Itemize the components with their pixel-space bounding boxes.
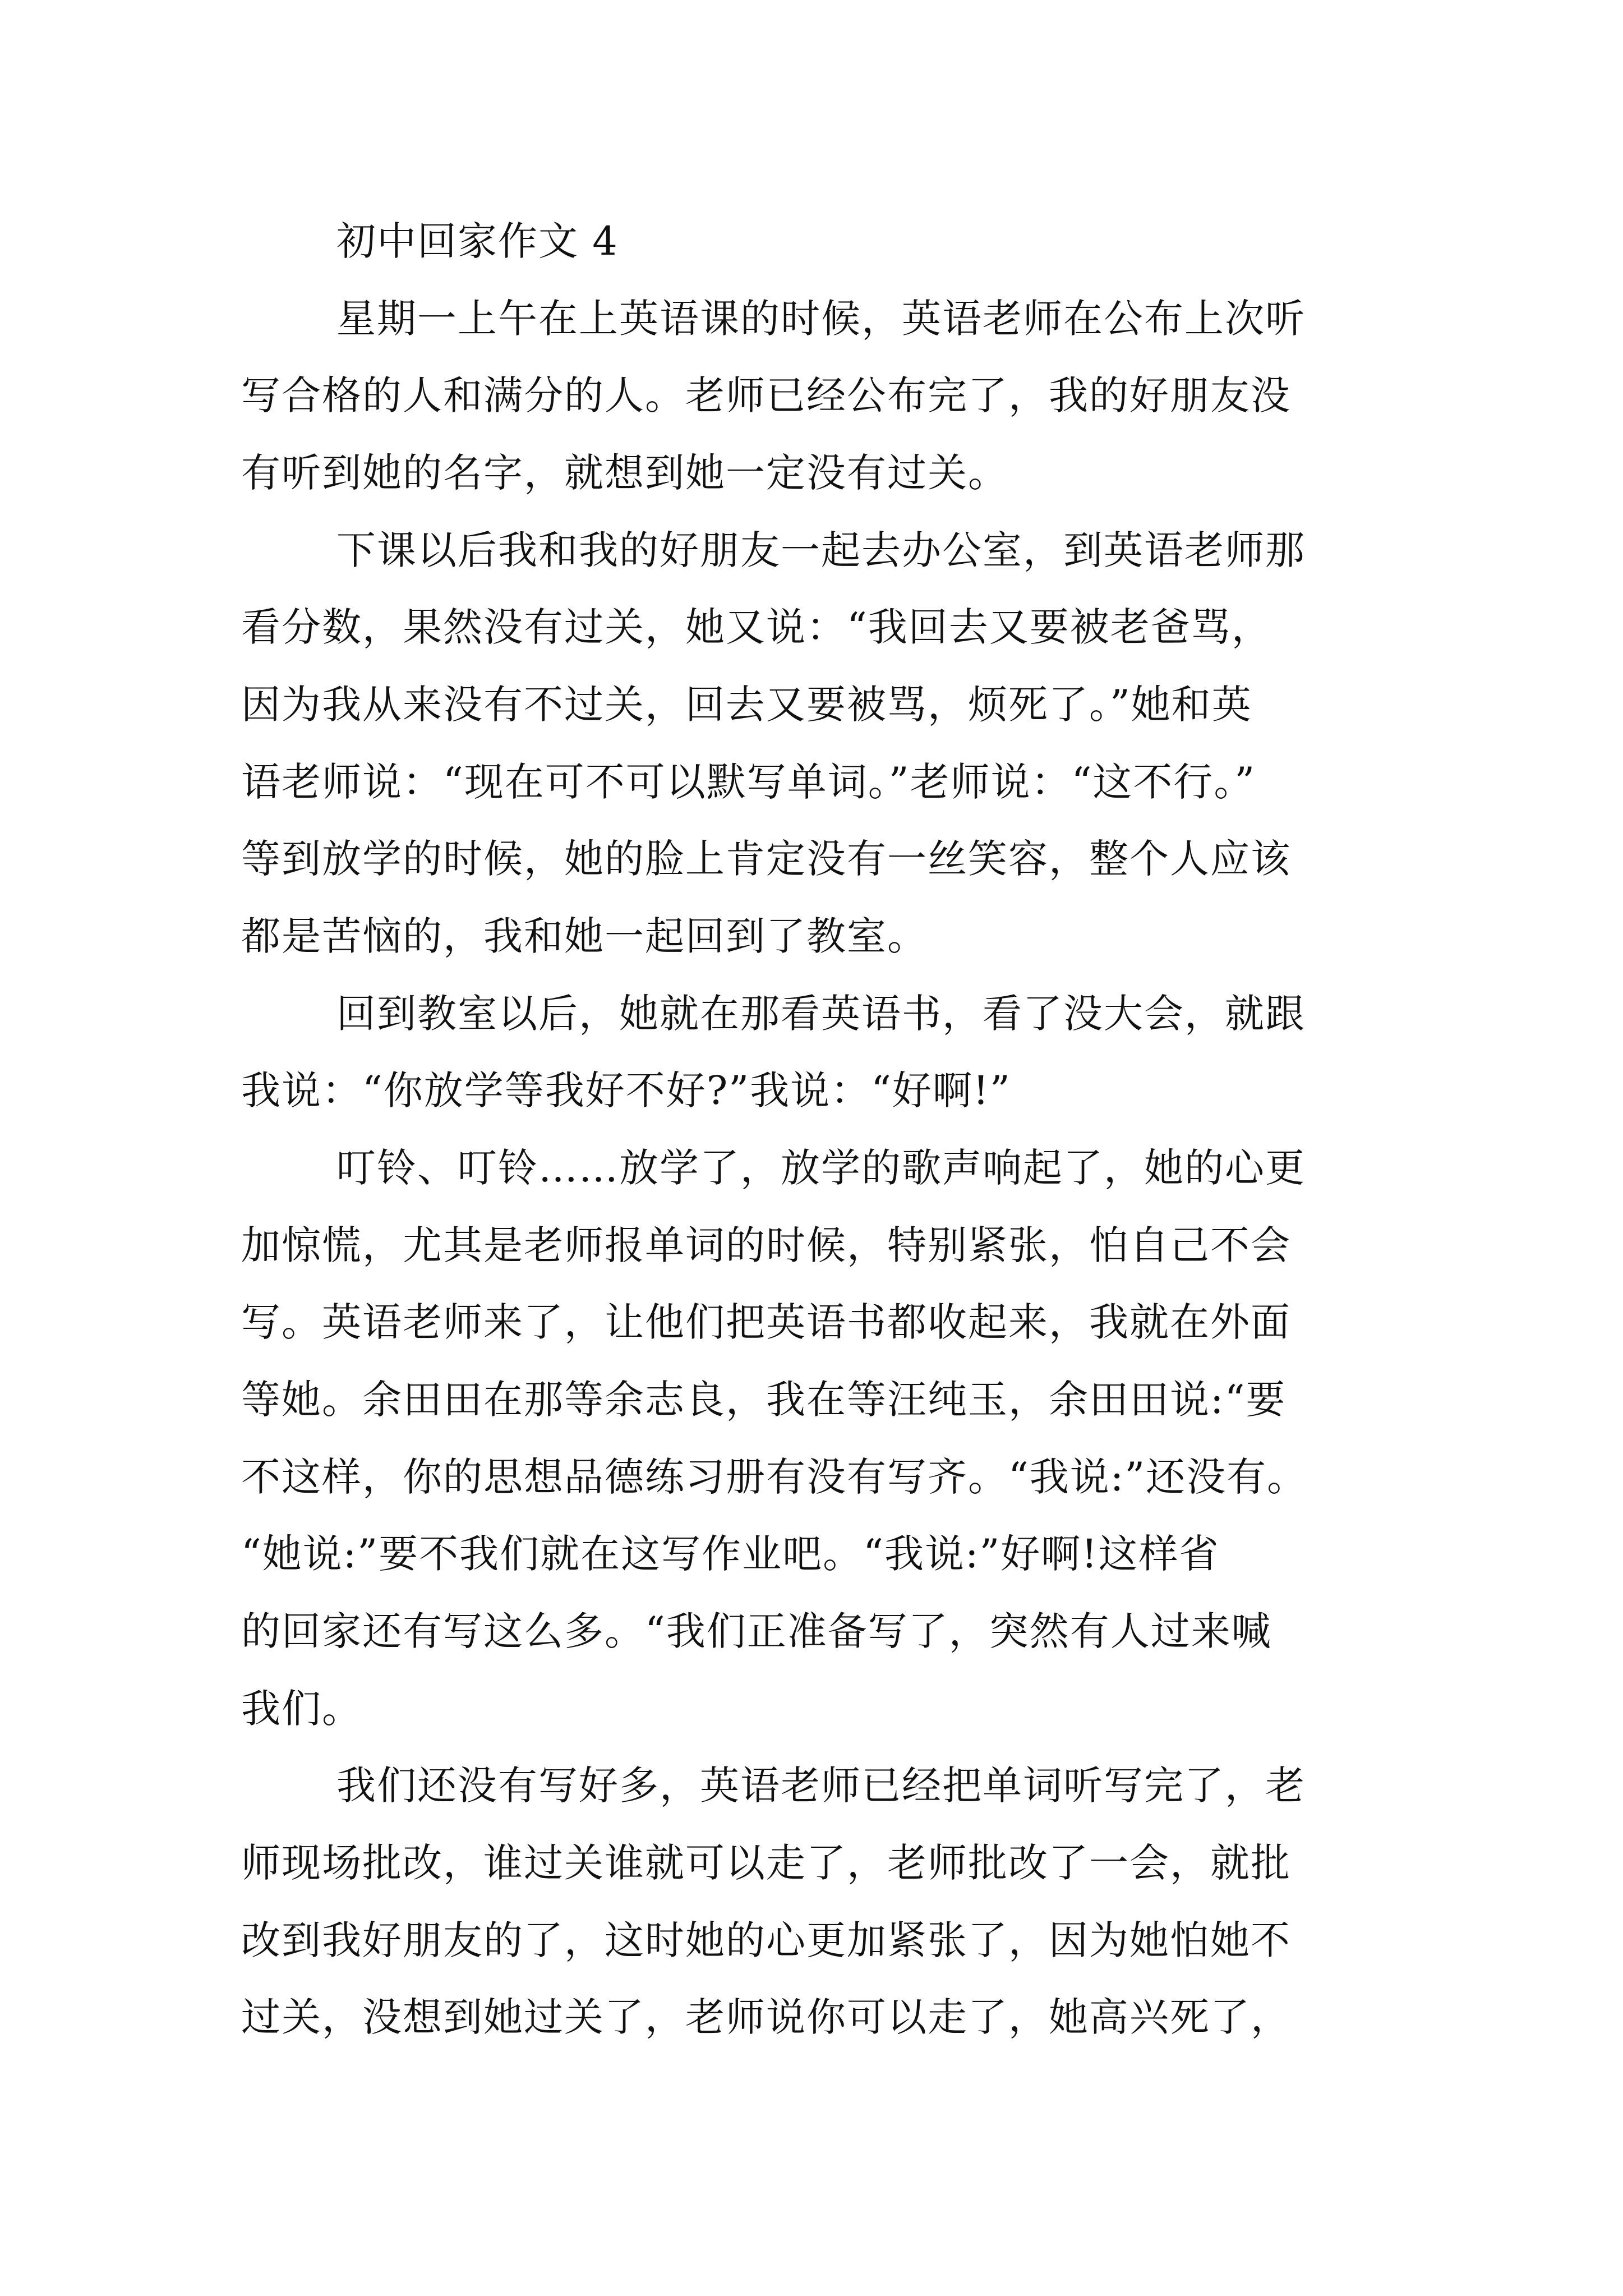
paragraph-4-line-2: 加惊慌，尤其是老师报单词的时候，特别紧张，怕自己不会 [241,1222,1291,1268]
paragraph-4-line-4: 等她。余田田在那等余志良，我在等汪纯玉，余田田说:“要 [241,1377,1287,1423]
paragraph-4-line-5: 不这样，你的思想品德练习册有没有写齐。“我说:”还没有。 [241,1454,1308,1500]
paragraph-5-line-2: 师现场批改，谁过关谁就可以走了，老师批改了一会，就批 [241,1840,1291,1886]
paragraph-2-line-2: 看分数，果然没有过关，她又说：“我回去又要被老爸骂， [241,604,1272,650]
paragraph-1-line-1: 星期一上午在上英语课的时候，英语老师在公布上次听 [336,296,1306,342]
paragraph-4-line-7: 的回家还有写这么多。“我们正准备写了，突然有人过来喊 [241,1608,1272,1654]
paragraph-2-line-1: 下课以后我和我的好朋友一起去办公室，到英语老师那 [336,527,1306,573]
paragraph-5-line-4: 过关，没想到她过关了，老师说你可以走了，她高兴死了， [241,1994,1291,2040]
document-title: 初中回家作文 4 [336,218,619,264]
paragraph-2-line-4: 语老师说：“现在可不可以默写单词。”老师说：“这不行。” [241,759,1256,805]
paragraph-5-line-1: 我们还没有写好多，英语老师已经把单词听写完了，老 [336,1763,1306,1809]
paragraph-3-line-2: 我说：“你放学等我好不好?”我说：“好啊!” [241,1068,1011,1114]
paragraph-2-line-6: 都是苦恼的，我和她一起回到了教室。 [241,913,928,959]
paragraph-4-line-6: “她说:”要不我们就在这写作业吧。“我说:”好啊!这样省 [241,1531,1220,1577]
paragraph-4-line-8: 我们。 [241,1686,362,1732]
paragraph-1-line-2: 写合格的人和满分的人。老师已经公布完了，我的好朋友没 [241,372,1291,418]
paragraph-4-line-3: 写。英语老师来了，让他们把英语书都收起来，我就在外面 [241,1299,1291,1345]
paragraph-2-line-3: 因为我从来没有不过关，回去又要被骂，烦死了。”她和英 [241,682,1252,728]
paragraph-4-line-1: 叮铃、叮铃……放学了，放学的歌声响起了，她的心更 [336,1145,1306,1191]
paragraph-5-line-3: 改到我好朋友的了，这时她的心更加紧张了，因为她怕她不 [241,1917,1291,1963]
paragraph-1-line-3: 有听到她的名字，就想到她一定没有过关。 [241,450,1008,496]
paragraph-3-line-1: 回到教室以后，她就在那看英语书，看了没大会，就跟 [336,991,1306,1037]
paragraph-2-line-5: 等到放学的时候，她的脸上肯定没有一丝笑容，整个人应该 [241,836,1291,882]
